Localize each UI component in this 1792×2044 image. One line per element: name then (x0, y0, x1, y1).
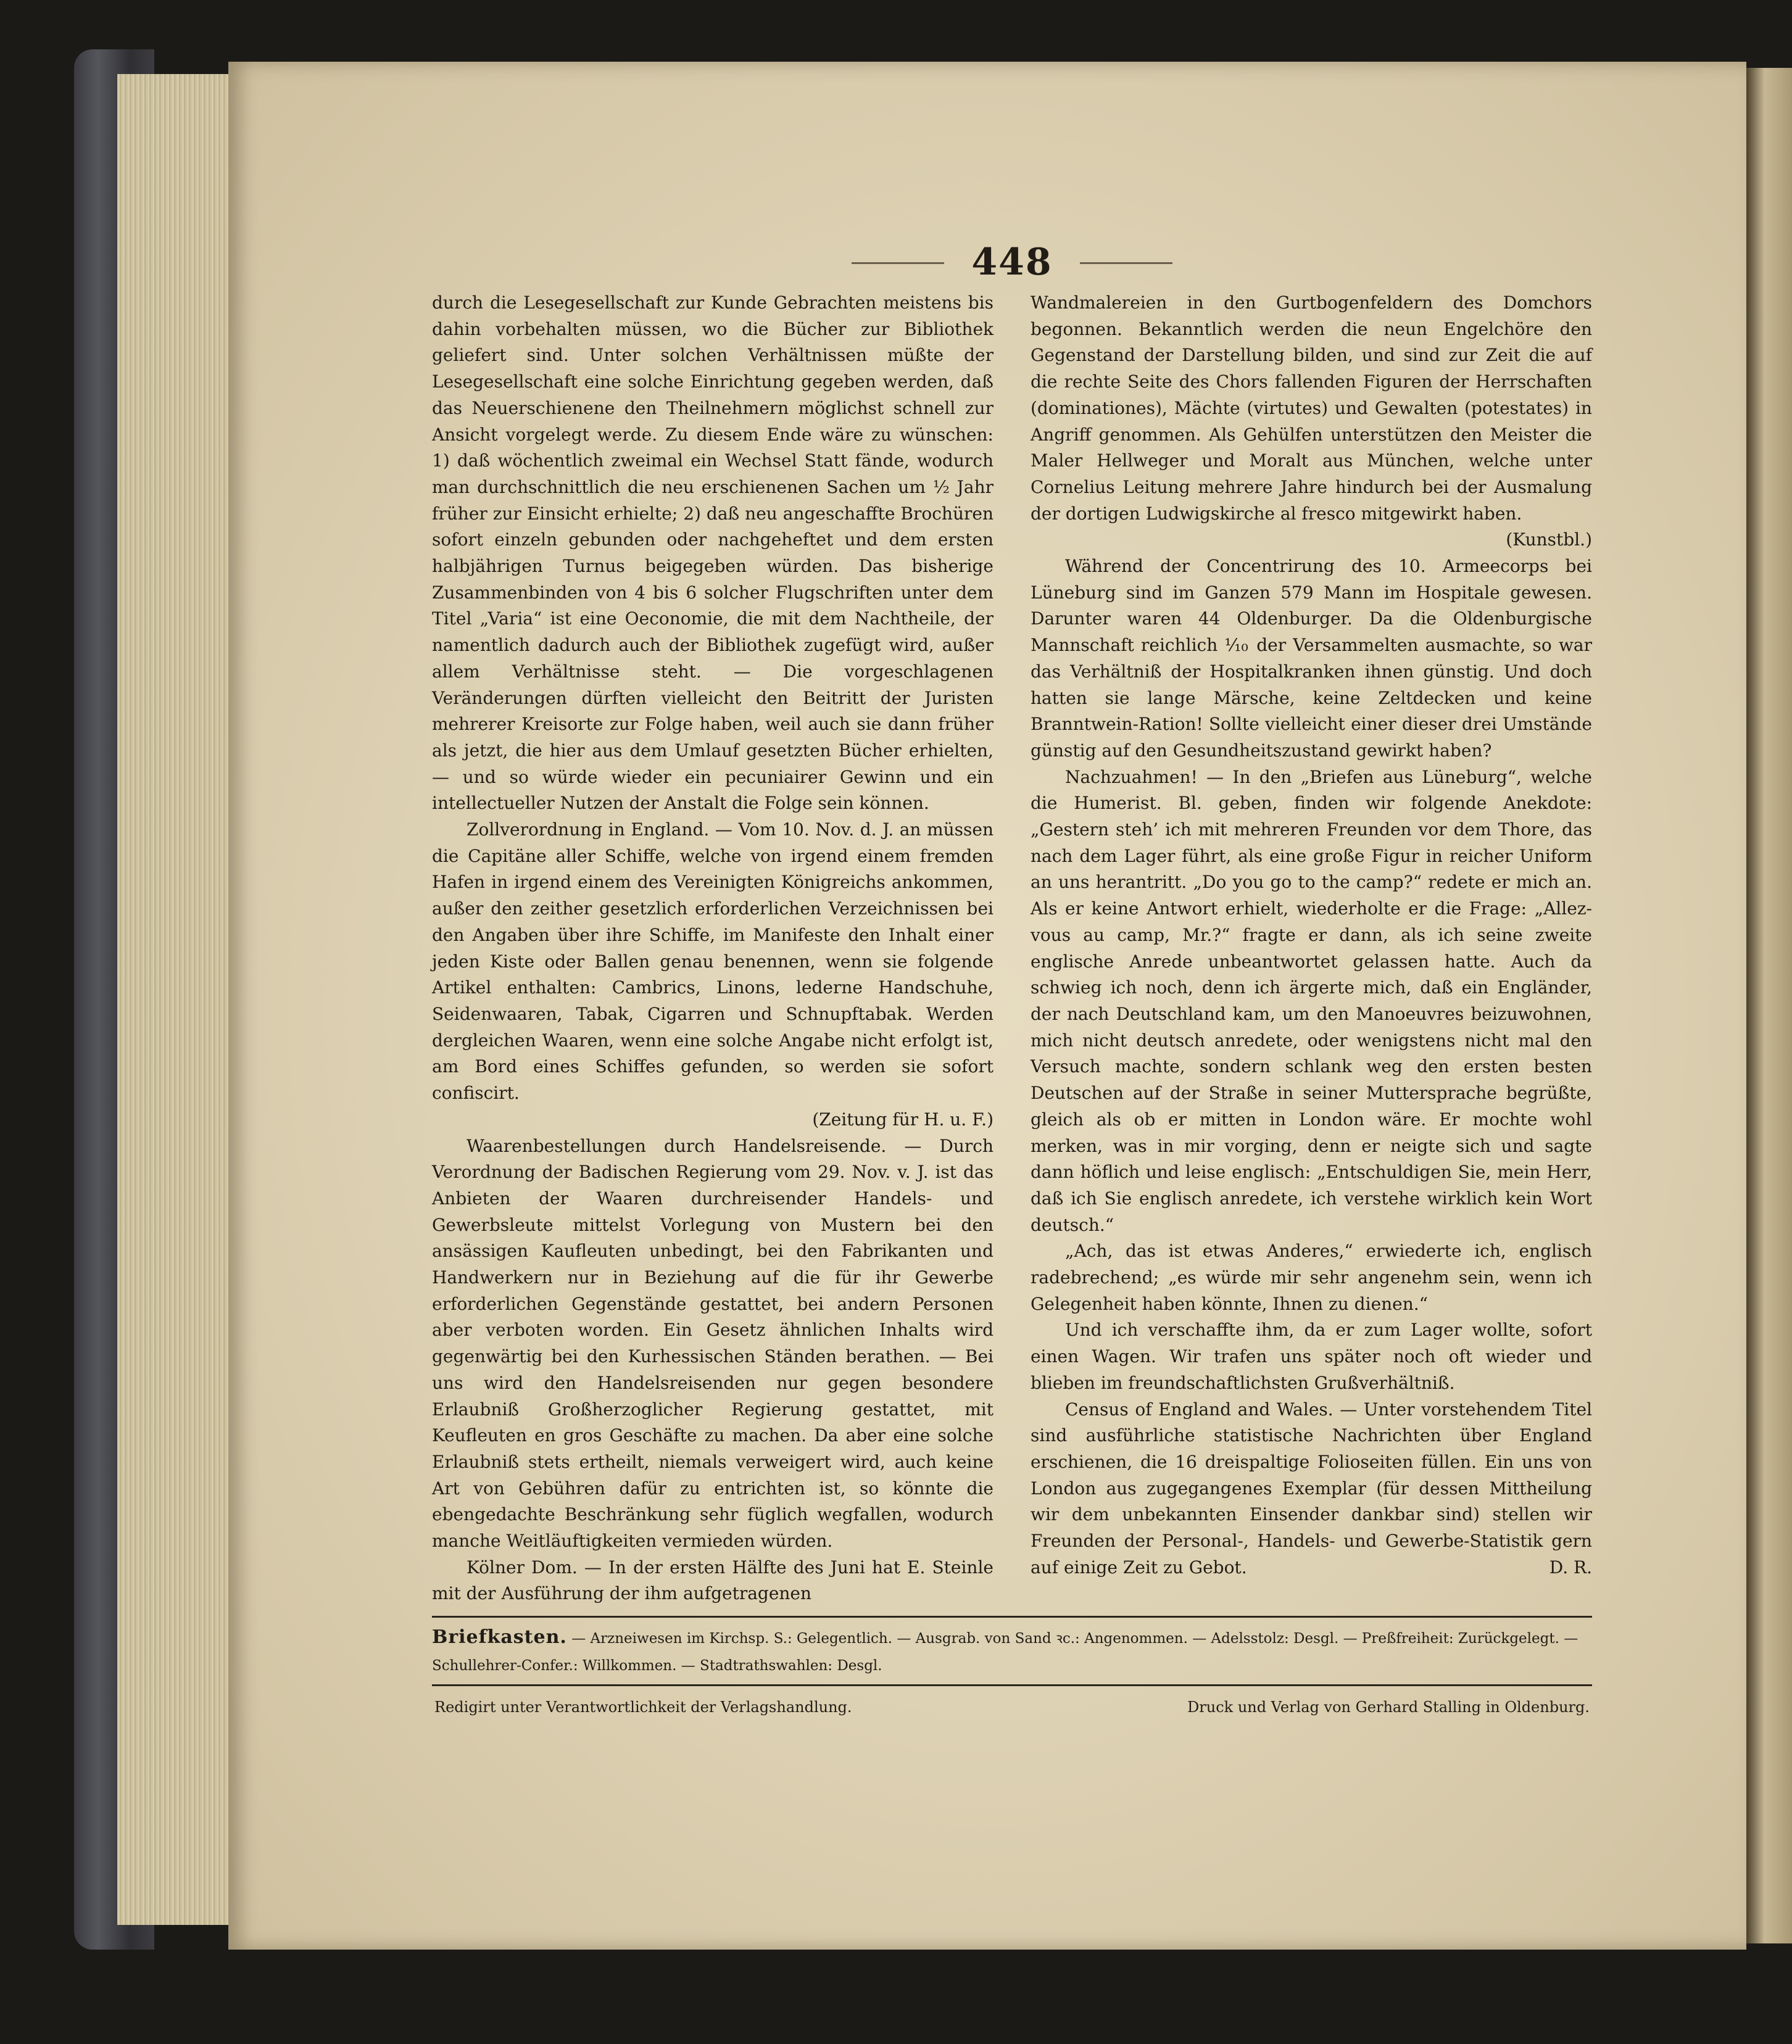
briefkasten-box (432, 1616, 1592, 1686)
paragraph-text: Census of England and Wales. — Unter vorstehendem Titel sind ausführliche statistische Nachrichten über England erschienen, die 16 dreispaltige Folioseiten füllen. Ein uns von London aus zugegangenes Exemplar (für dessen Mittheilung wir dem unbekannten Einsender dankbar sind) stellen wir Freunden der Personal-, Handels- und Gewerbe-Statistik gern auf einige Zeit zu Gebot. (1031, 1399, 1592, 1578)
page-stack-edge (117, 74, 247, 1925)
briefkasten-label: Briefkasten. (432, 1626, 567, 1649)
paragraph: durch die Lesegesellschaft zur Kunde Gebrachten meistens bis dahin vorbehalten müssen, wo die Bücher zur Bibliothek geliefert sind. Unter solchen Verhältnissen müßte der Lesegesellschaft eine solche Einrichtung gegeben werden, daß das Neuerschienene den Theilnehmern möglichst schnell zur Ansicht vorgelegt werde. Zu diesem Ende wäre zu wünschen: 1) daß wöchentlich zweimal ein Wechsel Statt fände, wodurch man durchschnittlich die neu erschienenen Sachen um ½ Jahr früher zur Einsicht erhielte; 2) daß neu angeschaffte Brochüren sofort einzeln gebunden oder nachgeheftet und dem ersten halbjährigen Turnus beigegeben würden. Das bisherige Zusammenbinden von 4 bis 6 solcher Flugschriften unter dem Titel „Varia“ ist eine Oeconomie, die mit dem Nachtheile, der namentlich dadurch auch der Bibliothek zugefügt wird, außer allem Verhältnisse steht. — Die vorgeschlagenen Veränderungen dürften vielleicht den Beitritt der Juristen mehrerer Kreisorte zur Folge haben, weil auch sie dann früher als jetzt, die hier aus dem Umlauf gesetzten Bücher erhielten, — und so würde wieder ein pecuniairer Gewinn und ein intellectueller Nutzen der Anstalt die Folge sein können. (432, 292, 993, 814)
signature: D. R. (1549, 1557, 1592, 1578)
page-footer (432, 1695, 1592, 1719)
paragraph-text: Wandmalereien in den Gurtbogenfeldern des Domchors begonnen. Bekanntlich werden die neun Engelchöre den Gegenstand der Darstellung bilden, und sind zur Zeit die auf die rechte Seite des Chors fallenden Figuren der Herrschaften (dominationes), Mächte (virtutes) und Gewalten (potestates) in Angriff genommen. Als Gehülfen unterstützen den Meister die Maler Hellweger und Moralt aus München, welche unter Cornelius Leitung mehrere Jahre hindurch bei der Ausmalung der dortigen Ludwigskirche al fresco mitgewirkt haben. (1031, 292, 1592, 524)
paragraph-zollverordnung: Zollverordnung in England. — Vom 10. Nov. d. J. an müssen die Capitäne aller Schiffe, welche von irgend einem fremden Hafen in irgend einem des Vereinigten Königreichs ankommen, außer den zeither gesetzlich erforderlichen Verzeichnissen bei den Angaben über ihre Schiffe, im Manifeste den Inhalt einer jeden Kiste oder Ballen genau benennen, wenn sie folgende Artikel enthalten: Cambrics, Linons, lederne Handschuhe, Seidenwaaren, Tabak, Cigarren und Schnupftabak. Werden dergleichen Waaren, wenn eine solche Angabe nicht erfolgt ist, am Bord eines Schiffes gefunden, so werden sie sofort confiscirt. (432, 819, 993, 1104)
briefkasten-text: — Arzneiwesen im Kirchsp. S.: Gelegentlich. — Ausgrab. von Sand ꝛc.: Angenommen. — Adelsstolz: Desgl. — Preßfreiheit: Zurückgelegt. — Schullehrer-Confer.: Willkommen. — Stadtrathswahlen: Desgl. (432, 1631, 1578, 1674)
facing-page-edge (1746, 68, 1792, 1943)
header-rule-left (852, 262, 944, 264)
footer-editor: Redigirt unter Verantwortlichkeit der Verlagshandlung. (434, 1699, 852, 1716)
page-number: 448 (971, 241, 1053, 284)
paragraph-census (1031, 1397, 1592, 1581)
paragraph-koelner-dom: Kölner Dom. — In der ersten Hälfte des Juni hat E. Steinle mit der Ausführung der ihm aufgetragenen (432, 1557, 993, 1604)
source-citation: (Kunstbl.) (1506, 529, 1592, 550)
paragraph-armeecorps: Während der Concentrirung des 10. Armeecorps bei Lüneburg sind im Ganzen 579 Mann im Hospitale gewesen. Darunter waren 44 Oldenburger. Da die Oldenburgische Mannschaft reichlich ⅒ der Versammelten ausmachte, so war das Verhältniß der Hospitalkranken ihnen günstig. Und doch hatten sie lange Märsche, keine Zeltdecken und keine Branntwein-Ration! Sollte vielleicht einer dieser drei Umstände günstig auf den Gesundheitszustand gewirkt haben? (1031, 556, 1592, 761)
paragraph-wagen: Und ich verschaffte ihm, da er zum Lager wollte, sofort einen Wagen. Wir trafen uns später noch oft wieder und blieben im freundschaftlichsten Grußverhältniß. (1031, 1320, 1592, 1393)
paragraph-nachzuahmen: Nachzuahmen! — In den „Briefen aus Lüneburg“, welche die Humerist. Bl. geben, finden wir folgende Anekdote: „Gestern steh’ ich mit mehreren Freunden vor dem Thore, das nach dem Lager führt, als eine große Figur in reicher Uniform an uns herantritt. „Do you go to the camp?“ redete er mich an. Als er keine Antwort erhielt, wiederholte er die Frage: „Allez-vous au camp, Mr.?“ fragte er dann, als ich seine zweite englische Anrede unbeantwortet gelassen hatte. Auch da schwieg ich noch, denn ich ärgerte mich, daß ein Engländer, der nach Deutschland kam, um den Manoeuvres beizuwohnen, mich nicht deutsch anredete, oder wenigstens nicht mal den Versuch machte, sondern schlank weg den ersten besten Deutschen auf der Straße in seiner Muttersprache begrüßte, gleich als ob er mitten in London wäre. Er mochte wohl merken, was in mir vorging, denn er neigte sich und sagte dann höflich und leise englisch: „Entschuldigen Sie, mein Herr, daß ich Sie englisch anredete, ich verstehe wirklich kein Wort deutsch.“ (1031, 766, 1592, 1235)
paragraph-reply: „Ach, das ist etwas Anderes,“ erwiederte ich, englisch radebrechend; „es würde mir sehr angenehm sein, wenn ich Gelegenheit haben könnte, Ihnen zu dienen.“ (1031, 1241, 1592, 1314)
text-columns (432, 290, 1592, 1607)
source-citation: (Zeitung für H. u. F.) (812, 1109, 993, 1130)
page-content (432, 234, 1592, 1719)
page-header (432, 234, 1592, 290)
left-column (432, 290, 993, 1607)
footer-publisher: Druck und Verlag von Gerhard Stalling in Oldenburg. (1187, 1699, 1590, 1716)
right-column (1031, 290, 1592, 1607)
paragraph-waarenbestellungen: Waarenbestellungen durch Handelsreisende. — Durch Verordnung der Badischen Regierung vom 29. Nov. v. J. ist das Anbieten der Waaren durchreisender Handels- und Gewerbsleute mittelst Vorlegung von Mustern bei den ansässigen Kaufleuten unbedingt, bei den Fabrikanten und Handwerkern nur in Beziehung auf die für ihr Gewerbe erforderlichen Gegenstände gestattet, bei andern Personen aber verboten worden. Ein Gesetz ähnlichen Inhalts wird gegenwärtig bei den Kurhessischen Ständen berathen. — Bei uns wird den Handelsreisenden nur gegen besondere Erlaubniß Großherzoglicher Regierung gestattet, mit Keufleuten en gros Geschäfte zu machen. Da aber eine solche Erlaubniß stets ertheilt, niemals verweigert wird, auch keine Art von Gebühren dafür zu entrichten ist, so könnte die ebengedachte Beschränkung sehr füglich wegfallen, wodurch manche Weitläuftigkeiten vermieden würden. (432, 1135, 993, 1552)
header-rule-right (1080, 262, 1172, 264)
paragraph-continuation (1031, 290, 1592, 550)
